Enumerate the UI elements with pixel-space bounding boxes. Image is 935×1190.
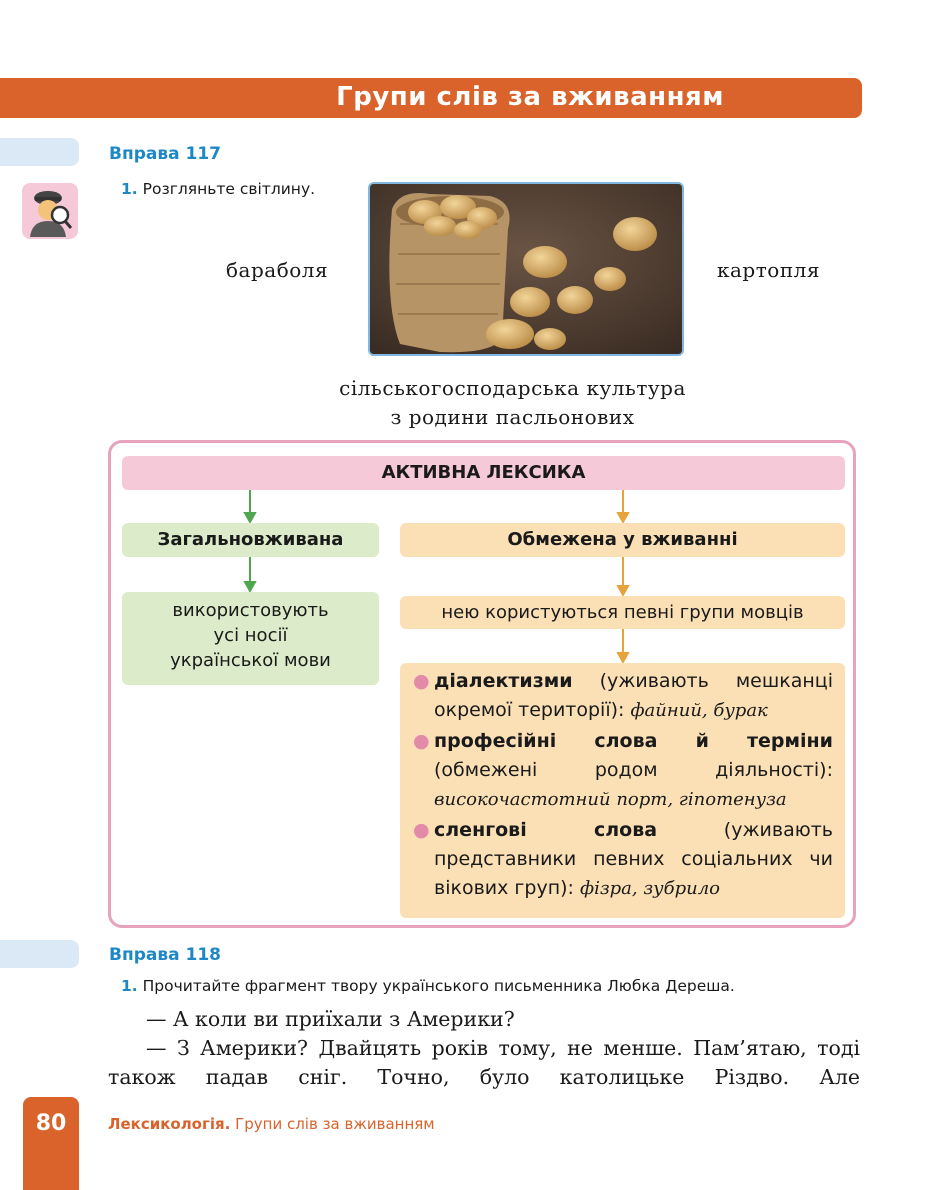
task-instruction: 1. Розгляньте світлину. xyxy=(121,180,316,198)
running-footer xyxy=(108,1115,435,1133)
footer-topic: Групи слів за вживанням xyxy=(235,1115,435,1133)
dialogue-line: — З Америки? Двайцять років тому, не менше. Пам’ятаю, тоді також падав сніг. Точно, було католицьке Різдво. Але xyxy=(108,1036,860,1089)
word-right: картопля xyxy=(717,258,820,282)
arrow-head xyxy=(245,582,255,591)
restricted-lexicon-header: Обмежена у вживанні xyxy=(400,523,845,557)
common-desc-line: використовують xyxy=(172,600,329,621)
bullet-icon: ● xyxy=(413,730,430,752)
word-left: бараболя xyxy=(226,258,329,282)
bullet-icon: ● xyxy=(413,819,430,841)
common-desc-line: усі носії xyxy=(213,625,288,646)
dialogue-line: — А коли ви приїхали з Америки? xyxy=(146,1007,515,1031)
photo-caption-line-1: сільськогосподарська культура xyxy=(339,376,686,400)
common-desc-line: української мови xyxy=(170,650,331,671)
list-item: ● діалектизми (уживають мешканці окремої території): файний, бурак xyxy=(434,667,833,725)
page-number: 80 xyxy=(35,1111,67,1136)
restricted-lexicon-description: нею користуються певні групи мовців xyxy=(400,596,845,629)
page-number-badge xyxy=(23,1097,79,1190)
common-lexicon-description xyxy=(122,592,379,685)
chapter-title: Групи слів за вживанням xyxy=(336,82,724,112)
bullet-icon: ● xyxy=(413,670,430,692)
arrow-head xyxy=(618,513,628,522)
arrow-head xyxy=(245,513,255,522)
list-item: ● професійні слова й терміни (обмежені родом діяльності): високочастотний порт, гіпотенуза xyxy=(434,727,833,814)
exercise-label: Вправа 117 xyxy=(109,144,221,164)
footer-section: Лексикологія. xyxy=(108,1115,231,1133)
list-item: ● сленгові слова (уживають представники певних соціальних чи вікових груп): фізра, зубрило xyxy=(434,816,833,903)
restricted-lexicon-list xyxy=(400,663,845,918)
photo-caption-line-2: з родини пасльонових xyxy=(390,405,635,429)
task-instruction: 1. Прочитайте фрагмент твору українського письменника Любка Дереша. xyxy=(121,977,735,995)
exercise-tab-marker xyxy=(0,940,79,968)
exercise-label: Вправа 118 xyxy=(109,945,221,965)
active-lexicon-header: АКТИВНА ЛЕКСИКА xyxy=(122,456,845,490)
arrow-head xyxy=(618,586,628,595)
arrow-head xyxy=(618,653,628,662)
common-lexicon-header: Загальновживана xyxy=(122,523,379,557)
